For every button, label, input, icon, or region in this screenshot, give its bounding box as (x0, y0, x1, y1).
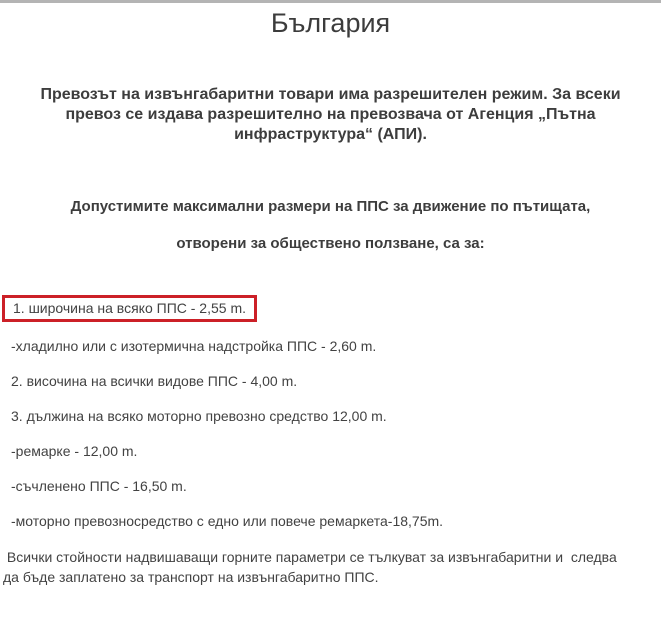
dimension-item-width: 1. широчина на всяко ППС - 2,55 m. (13, 300, 246, 316)
dimension-item-length-motor-vehicle: 3. дължина на всяко моторно превозно средство 12,00 m. (11, 408, 387, 424)
intro-paragraph (21, 85, 641, 145)
highlight-box (2, 295, 257, 322)
section-heading-line1: Допустимите максимални размери на ППС за движение по пътищата, (70, 198, 591, 215)
page-title: България (270, 8, 391, 38)
footnote-paragraph (3, 547, 655, 587)
footnote-line: да бъде заплатено за транспорт на извънгабаритно ППС. (3, 569, 379, 585)
dimension-item-width-row (2, 295, 661, 322)
footnote-line: Всички стойности надвишаващи горните параметри се тълкуват за извънгабаритни и следва (3, 549, 617, 565)
intro-line: инфраструктура“ (АПИ). (234, 126, 427, 143)
intro-line: превоз се издава разрешително на превозвача от Агенция „Пътна (65, 106, 596, 123)
intro-line: Превозът на извънгабаритни товари има разрешителен режим. За всеки (40, 86, 621, 103)
dimension-item-trailer: -ремарке - 12,00 m. (11, 443, 138, 459)
section-heading-line2: отворени за обществено ползване, са за: (176, 235, 485, 252)
dimension-item-articulated: -съчленено ППС - 16,50 m. (11, 478, 187, 494)
dimension-item-refrigerated: -хладилно или с изотермична надстройка ППС - 2,60 m. (11, 338, 377, 354)
dimension-item-height: 2. височина на всички видове ППС - 4,00 m. (11, 373, 298, 389)
dimension-item-vehicle-with-trailers: -моторно превозносредство с едно или повече ремаркета-18,75m. (11, 513, 444, 529)
